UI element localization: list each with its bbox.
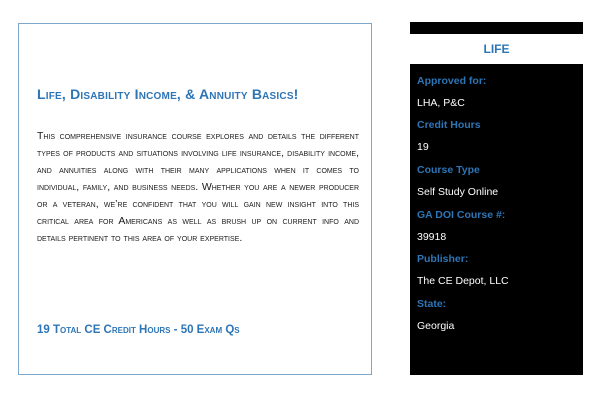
state-value: Georgia	[417, 320, 455, 332]
info-panel-header: LIFE	[410, 34, 583, 64]
approved-for-value: LHA, P&C	[417, 97, 465, 109]
doi-course-label: GA DOI Course #:	[417, 209, 506, 221]
course-description: This comprehensive insurance course explores and details the different types of products and situations involving life insurance, disability income, and annuities along with their many applications when it comes to individual, family, and business needs. Whether you are a newer producer or a veteran, we’re confident that you will gain new insight into this critical area for Americans as well as brush up on current info and details pertinent to this area of your expertise.	[37, 130, 359, 244]
approved-for-label: Approved for:	[417, 75, 487, 87]
info-panel-body	[410, 64, 583, 375]
info-panel-top-bar	[410, 22, 583, 34]
course-type-value: Self Study Online	[417, 186, 499, 198]
state-label: State:	[417, 298, 447, 310]
publisher-value: The CE Depot, LLC	[417, 275, 509, 287]
publisher-label: Publisher:	[417, 253, 469, 265]
course-card	[18, 23, 372, 375]
course-type-label: Course Type	[417, 164, 480, 176]
course-info-panel	[410, 22, 583, 375]
course-hours-summary: 19 Total CE Credit Hours - 50 Exam Qs	[37, 324, 240, 336]
credit-hours-value: 19	[417, 141, 429, 153]
doi-course-value: 39918	[417, 231, 447, 243]
credit-hours-label: Credit Hours	[417, 119, 481, 131]
course-title: Life, Disability Income, & Annuity Basics!	[37, 86, 299, 102]
